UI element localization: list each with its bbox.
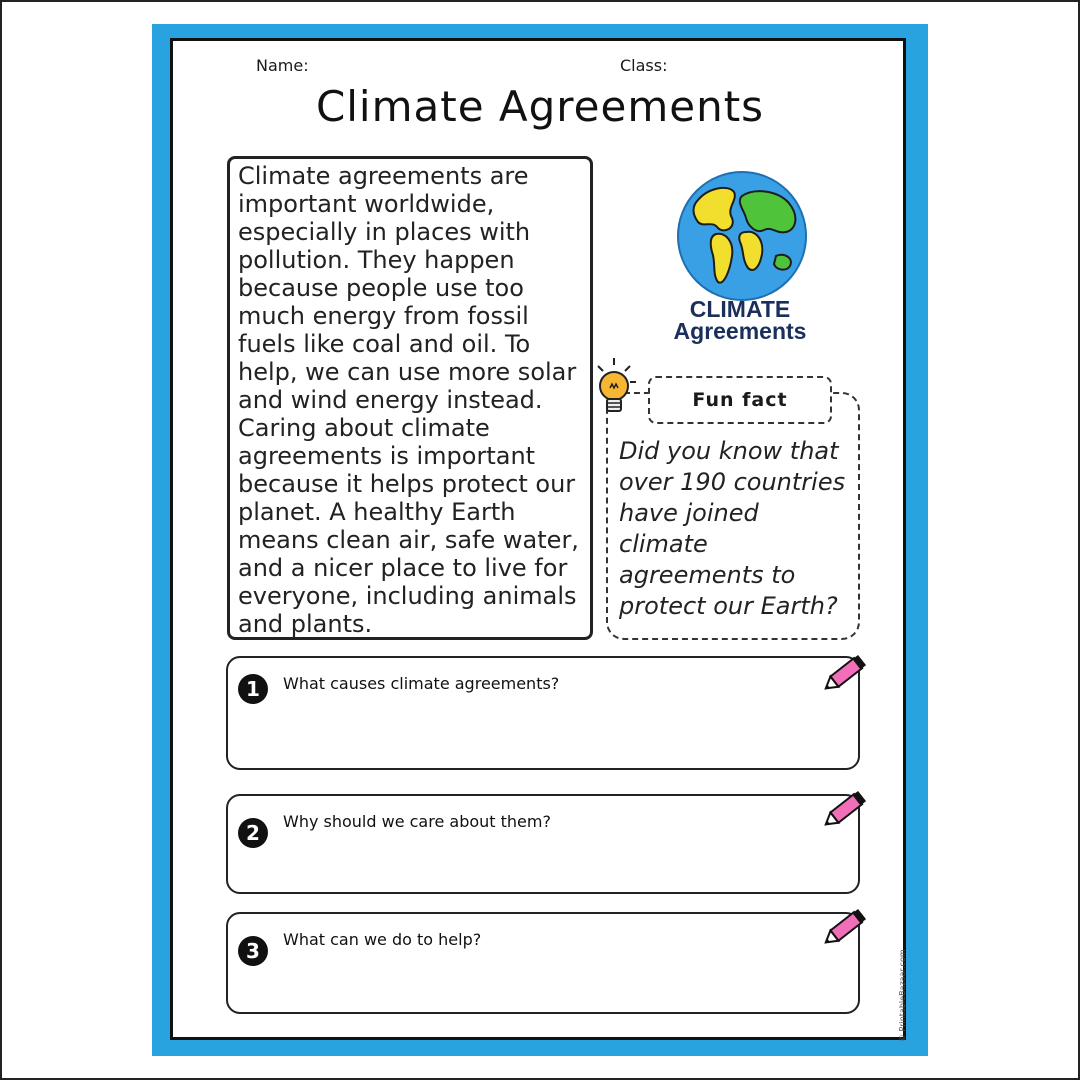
- pencil-icon: [818, 786, 872, 834]
- answer-box-2[interactable]: [226, 794, 860, 894]
- question-text-2: Why should we care about them?: [283, 812, 551, 831]
- pencil-icon: [818, 650, 872, 698]
- fun-fact-label: Fun fact: [648, 376, 832, 424]
- fun-fact-text: Did you know that over 190 countries have joined climate agreements to protect our Earth?: [619, 437, 846, 620]
- globe-icon: [676, 170, 808, 302]
- question-number-1: 1: [238, 674, 268, 704]
- reading-passage-text: Climate agreements are important worldwide, especially in places with pollution. They happen because people use too much energy from fossil fuels like coal and oil. To help, we can use more solar and wind energy instead. Caring about climate agreements is important because it helps protect our planet. A healthy Earth means clean air, safe water, and a nicer place to live for everyone, including animals and plants.: [238, 162, 579, 638]
- name-label: Name:: [256, 56, 309, 75]
- class-label: Class:: [620, 56, 668, 75]
- question-number-2: 2: [238, 818, 268, 848]
- question-text-3: What can we do to help?: [283, 930, 482, 949]
- pencil-icon: [818, 904, 872, 952]
- page-title: Climate Agreements: [315, 82, 765, 131]
- lightbulb-icon: [594, 356, 644, 422]
- logo-subtitle: Agreements: [673, 318, 807, 344]
- logo-title: CLIMATE: [689, 296, 791, 322]
- answer-box-3[interactable]: [226, 912, 860, 1014]
- question-text-1: What causes climate agreements?: [283, 674, 560, 693]
- watermark: © PrintableBazaar.com: [898, 949, 907, 1042]
- question-number-3: 3: [238, 936, 268, 966]
